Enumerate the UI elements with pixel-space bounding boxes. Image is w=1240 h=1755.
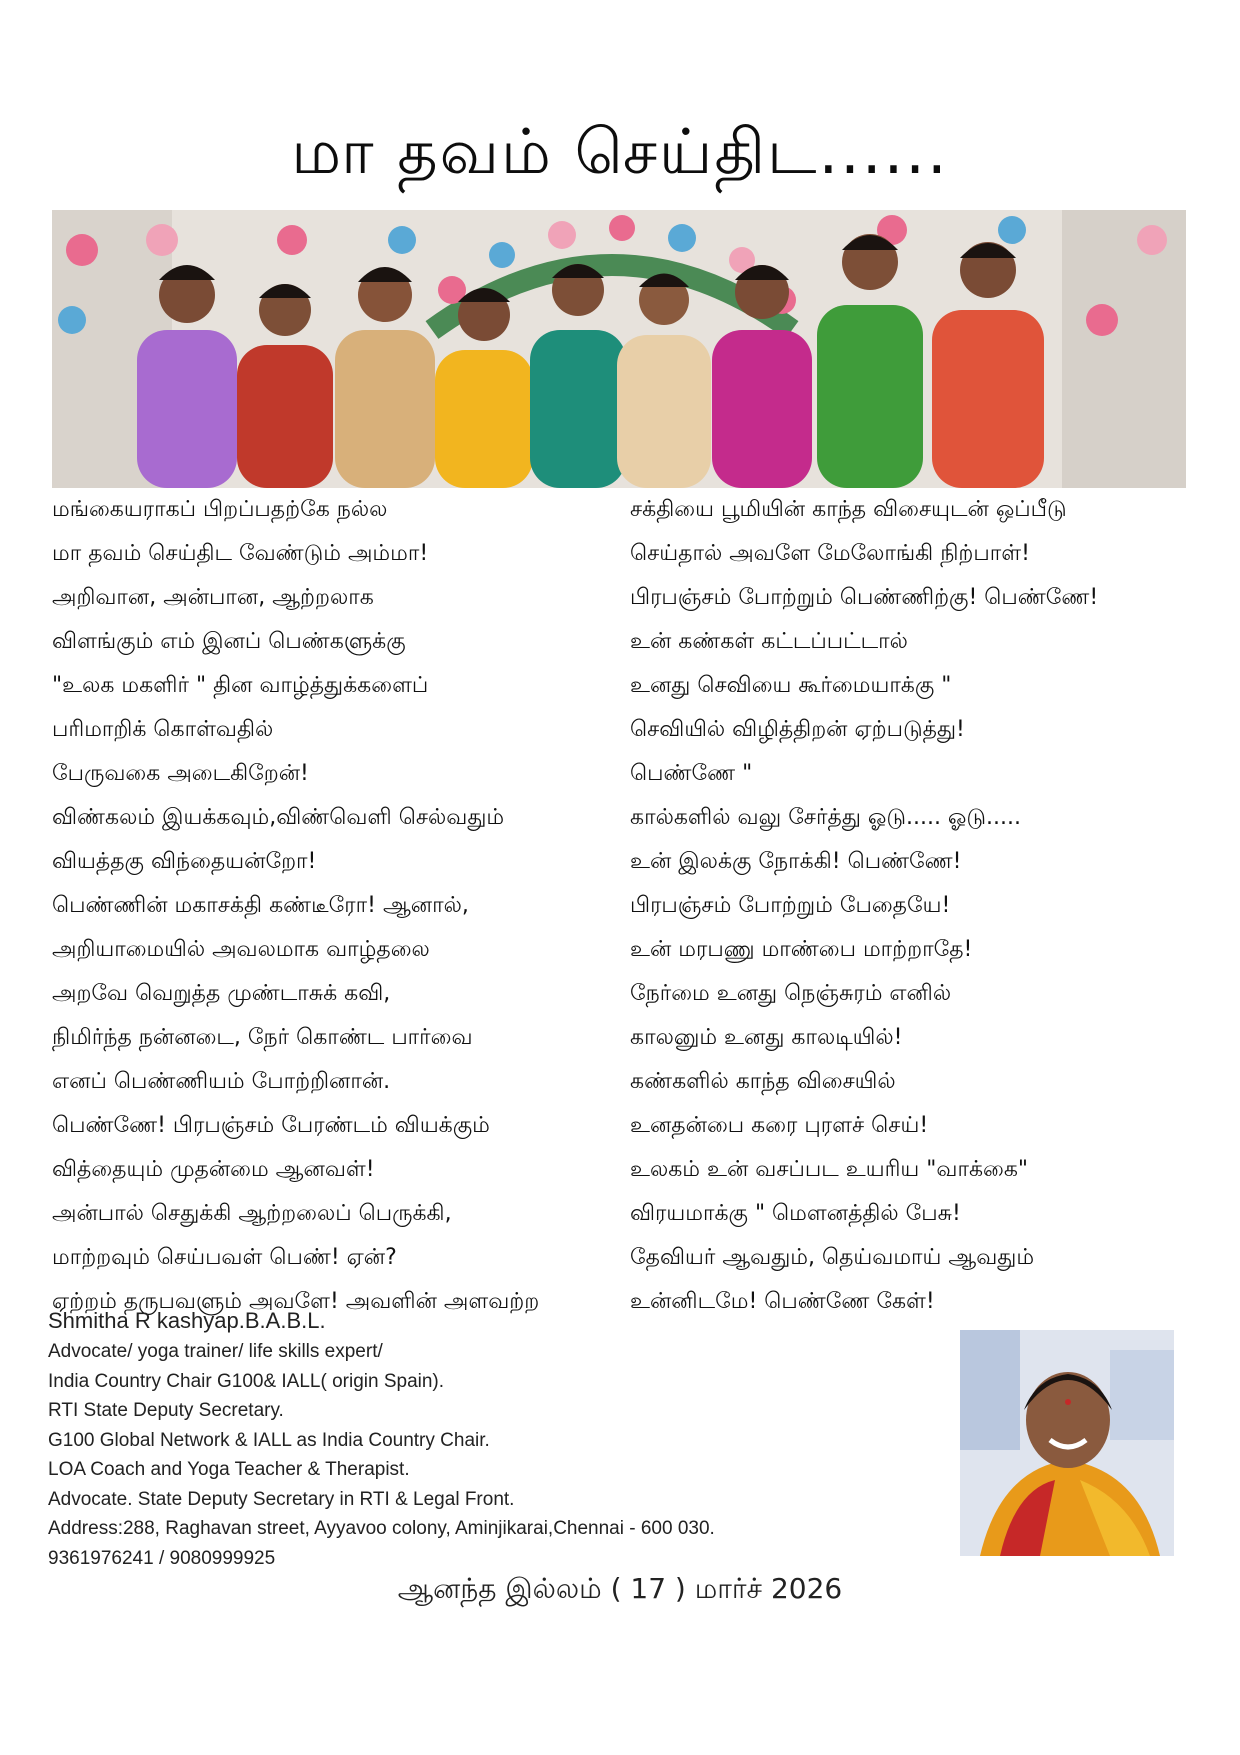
- poem-line: ஏற்றம் தருபவளும் அவளே! அவளின் அளவற்ற: [52, 1289, 540, 1314]
- poem-line: பரிமாறிக் கொள்வதில்: [52, 717, 274, 742]
- poem-line: உனதன்பை கரை புரளச் செய்!: [630, 1113, 929, 1138]
- author-detail-line: G100 Global Network & IALL as India Country Chair.: [48, 1429, 490, 1451]
- poem-line: செவியில் விழித்திறன் ஏற்படுத்து!: [630, 717, 965, 742]
- poem-line: வித்தையும் முதன்மை ஆனவள்!: [52, 1157, 375, 1182]
- poem-line: மங்கையராகப் பிறப்பதற்கே நல்ல: [52, 497, 388, 522]
- author-detail-line: Advocate/ yoga trainer/ life skills expert/: [48, 1341, 383, 1362]
- poem-line: நேர்மை உனது நெஞ்சுரம் எனில்: [630, 981, 952, 1006]
- poem-line: பிரபஞ்சம் போற்றும் பேதையே!: [630, 893, 951, 918]
- poem-title: மா தவம் செய்திட......: [291, 115, 949, 188]
- poem-column-right: [630, 488, 1190, 1324]
- author-phone: 9361976241 / 9080999925: [48, 1547, 276, 1569]
- author-detail-line: RTI State Deputy Secretary.: [48, 1400, 284, 1421]
- author-address: Address:288, Raghavan street, Ayyavoo colony, Aminjikarai,Chennai - 600 030.: [48, 1518, 715, 1539]
- poem-line: சக்தியை பூமியின் காந்த விசையுடன் ஒப்பீடு: [630, 497, 1067, 522]
- poem-line: விண்கலம் இயக்கவும்,விண்வெளி செல்வதும்: [52, 805, 505, 830]
- poem-line: அறிவான, அன்பான, ஆற்றலாக: [52, 585, 374, 610]
- poem-line: விளங்கும் எம் இனப் பெண்களுக்கு: [52, 629, 406, 654]
- poem-line: "உலக மகளிர் " தின வாழ்த்துக்களைப்: [52, 673, 429, 698]
- poem-line: உன் மரபணு மாண்பை மாற்றாதே!: [630, 937, 973, 962]
- poem-line: வியத்தகு விந்தையன்றோ!: [52, 849, 317, 874]
- poem-line: அன்பால் செதுக்கி ஆற்றலைப் பெருக்கி,: [52, 1201, 452, 1226]
- poem-line: பெண்ணே ": [630, 761, 753, 786]
- group-photo-illustration: [52, 210, 1186, 488]
- poem-column-left: [52, 488, 612, 1324]
- poem-line: பெண்ணின் மகாசக்தி கண்டீரோ! ஆனால்,: [52, 893, 469, 918]
- author-portrait-illustration: [960, 1330, 1174, 1556]
- author-details: [48, 1337, 948, 1573]
- poem-line: உன் இலக்கு நோக்கி! பெண்ணே!: [630, 849, 962, 874]
- poem-line: அறவே வெறுத்த முண்டாசுக் கவி,: [52, 981, 391, 1006]
- poem-line: உன்னிடமே! பெண்ணே கேள்!: [630, 1289, 935, 1314]
- poem-line: பிரபஞ்சம் போற்றும் பெண்ணிற்கு! பெண்ணே!: [630, 585, 1099, 610]
- poem-line: உன் கண்கள் கட்டப்பட்டால்: [630, 629, 908, 654]
- poem-line: மாற்றவும் செய்பவள் பெண்! ஏன்?: [52, 1245, 397, 1270]
- author-portrait: [960, 1330, 1174, 1556]
- poem-line: விரயமாக்கு " மௌனத்தில் பேசு!: [630, 1201, 961, 1226]
- poem-line: பேருவகை அடைகிறேன்!: [52, 761, 309, 786]
- poem-line: நிமிர்ந்த நன்னடை, நேர் கொண்ட பார்வை: [52, 1025, 473, 1050]
- author-block: [48, 1307, 948, 1573]
- poem-line: உனது செவியை கூர்மையாக்கு ": [630, 673, 952, 698]
- poem-line: கால்களில் வலு சேர்த்து ஓடு..... ஓடு.....: [630, 805, 1021, 830]
- group-photo: [52, 210, 1186, 488]
- author-name: Shmitha R kashyap.B.A.B.L.: [48, 1308, 326, 1333]
- author-detail-line: LOA Coach and Yoga Teacher & Therapist.: [48, 1459, 410, 1480]
- poem-line: கண்களில் காந்த விசையில்: [630, 1069, 896, 1094]
- poem-line: உலகம் உன் வசப்பட உயரிய "வாக்கை": [630, 1157, 1029, 1182]
- poem-line: அறியாமையில் அவலமாக வாழ்தலை: [52, 937, 430, 962]
- poem-line: மா தவம் செய்திட வேண்டும் அம்மா!: [52, 541, 429, 566]
- author-detail-line: Advocate. State Deputy Secretary in RTI & Legal Front.: [48, 1488, 515, 1510]
- poem-line: தேவியர் ஆவதும், தெய்வமாய் ஆவதும்: [630, 1245, 1035, 1270]
- issue-footer: ஆனந்த இல்லம் ( 17 ) மார்ச் 2026: [397, 1572, 843, 1605]
- poem-line: செய்தால் அவளே மேலோங்கி நிற்பாள்!: [630, 541, 1030, 566]
- poem-line: எனப் பெண்ணியம் போற்றினான்.: [52, 1069, 391, 1094]
- poem-line: பெண்ணே! பிரபஞ்சம் பேரண்டம் வியக்கும்: [52, 1113, 490, 1138]
- author-detail-line: India Country Chair G100& IALL( origin Spain).: [48, 1370, 445, 1392]
- poem-line: காலனும் உனது காலடியில்!: [630, 1025, 903, 1050]
